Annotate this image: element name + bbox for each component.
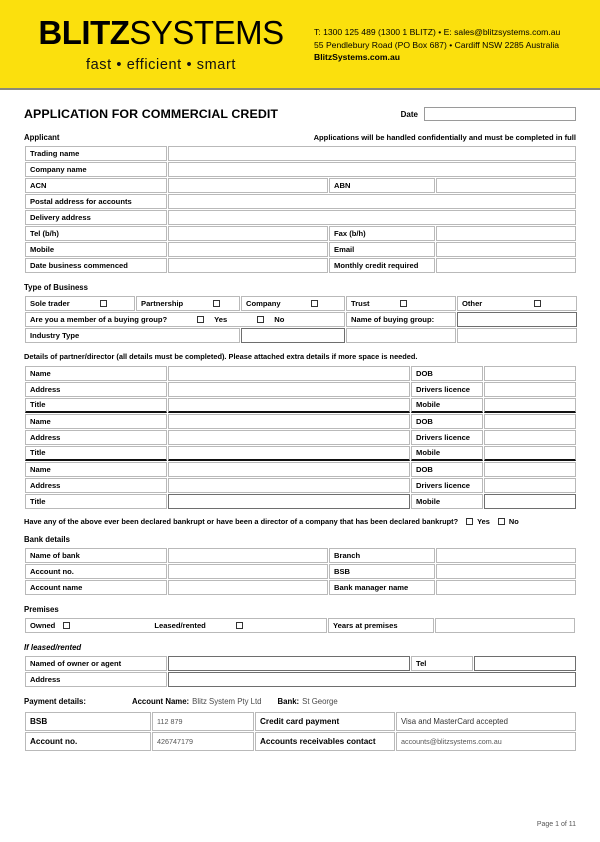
field-label-owner-tel: Tel xyxy=(411,656,473,671)
logo-bold-text: BLITZ xyxy=(38,14,130,51)
business-type-heading: Type of Business xyxy=(24,283,88,292)
logo-light-text: SYSTEMS xyxy=(129,14,284,51)
field-label-owner-agent: Named of owner or agent xyxy=(25,656,167,671)
field-label-director2-licence: Drivers licence xyxy=(411,430,483,445)
checkbox-leased-rented[interactable] xyxy=(236,622,243,629)
company-logo xyxy=(36,14,286,74)
field-input-acn[interactable] xyxy=(168,178,328,193)
payment-details-heading: Payment details: xyxy=(24,697,86,706)
field-label-director3-address: Address xyxy=(25,478,167,493)
payment-account-no-value: 426747179 xyxy=(152,732,254,751)
field-input-director1-dob[interactable] xyxy=(484,366,576,381)
field-input-director2-name[interactable] xyxy=(168,414,410,429)
field-input-company-name[interactable] xyxy=(168,162,576,177)
table-row xyxy=(25,210,576,225)
checkbox-bankrupt-yes[interactable] xyxy=(466,518,473,525)
field-input-monthly-credit[interactable] xyxy=(436,258,576,273)
field-label-director3-mobile: Mobile xyxy=(411,494,483,509)
field-input-branch[interactable] xyxy=(436,548,576,563)
label-buying-group-no: No xyxy=(274,314,285,324)
field-input-fax[interactable] xyxy=(436,226,576,241)
applicant-label: Applicant xyxy=(24,133,60,142)
applicant-table xyxy=(24,145,577,274)
field-input-bank-account-no[interactable] xyxy=(168,564,328,579)
field-input-bank-manager[interactable] xyxy=(436,580,576,595)
field-label-director1-dob: DOB xyxy=(411,366,483,381)
table-row xyxy=(25,162,576,177)
checkbox-bankrupt-no[interactable] xyxy=(498,518,505,525)
field-input-postal-address[interactable] xyxy=(168,194,576,209)
field-label-trading-name: Trading name xyxy=(25,146,167,161)
field-label-branch: Branch xyxy=(329,548,435,563)
option-label-trust: Trust xyxy=(351,298,370,308)
option-label-sole-trader: Sole trader xyxy=(30,298,70,308)
field-input-bsb[interactable] xyxy=(436,564,576,579)
checkbox-sole-trader[interactable] xyxy=(100,300,107,307)
option-trust[interactable] xyxy=(346,296,456,311)
field-input-director2-licence[interactable] xyxy=(484,430,576,445)
checkbox-partnership[interactable] xyxy=(213,300,220,307)
table-row xyxy=(25,478,576,493)
field-input-director2-dob[interactable] xyxy=(484,414,576,429)
table-row xyxy=(25,656,576,671)
field-label-years-at-premises: Years at premises xyxy=(328,618,434,633)
field-label-director2-name: Name xyxy=(25,414,167,429)
header-divider xyxy=(0,88,600,90)
field-input-account-name[interactable] xyxy=(168,580,328,595)
field-label-bank-manager: Bank manager name xyxy=(329,580,435,595)
field-input-director1-mobile[interactable] xyxy=(484,398,576,413)
contact-details xyxy=(314,26,560,64)
field-label-bank-account-no: Account no. xyxy=(25,564,167,579)
field-input-abn[interactable] xyxy=(436,178,576,193)
field-input-owner-tel[interactable] xyxy=(474,656,576,671)
field-label-director3-name: Name xyxy=(25,462,167,477)
checkbox-trust[interactable] xyxy=(400,300,407,307)
table-row xyxy=(25,258,576,273)
directors-table xyxy=(24,365,577,510)
field-label-tel: Tel (b/h) xyxy=(25,226,167,241)
field-input-buying-group-name[interactable] xyxy=(457,312,577,327)
table-row xyxy=(25,446,576,461)
field-label-director3-licence: Drivers licence xyxy=(411,478,483,493)
field-input-years-at-premises[interactable] xyxy=(435,618,575,633)
if-leased-heading: If leased/rented xyxy=(24,643,82,652)
payment-credit-card-label: Credit card payment xyxy=(255,712,395,731)
field-label-monthly-credit: Monthly credit required xyxy=(329,258,435,273)
field-label-bsb: BSB xyxy=(329,564,435,579)
title-row xyxy=(24,104,576,124)
checkbox-owned[interactable] xyxy=(63,622,70,629)
field-input-director2-mobile[interactable] xyxy=(484,446,576,461)
field-input-director3-dob[interactable] xyxy=(484,462,576,477)
field-input-director2-title[interactable] xyxy=(168,446,410,461)
field-label-industry-type: Industry Type xyxy=(25,328,240,343)
checkbox-other[interactable] xyxy=(534,300,541,307)
field-input-director1-title[interactable] xyxy=(168,398,410,413)
payment-receivables-value: accounts@blitzsystems.com.au xyxy=(396,732,576,751)
contact-address: 55 Pendlebury Road (PO Box 687) • Cardiff NSW 2285 Australia xyxy=(314,39,560,50)
field-label-account-name: Account name xyxy=(25,580,167,595)
payment-details-line xyxy=(24,697,576,706)
buying-group-question-cell xyxy=(25,312,345,327)
table-row xyxy=(25,732,576,751)
table-row xyxy=(25,382,576,397)
table-row xyxy=(25,462,576,477)
field-input-date-commenced[interactable] xyxy=(168,258,328,273)
field-label-director1-mobile: Mobile xyxy=(411,398,483,413)
field-label-director2-address: Address xyxy=(25,430,167,445)
table-row xyxy=(25,242,576,257)
field-label-director1-licence: Drivers licence xyxy=(411,382,483,397)
label-bankrupt-yes: Yes xyxy=(477,517,490,526)
table-row xyxy=(25,548,576,563)
field-input-industry-type[interactable] xyxy=(241,328,345,343)
field-input-director2-address[interactable] xyxy=(168,430,410,445)
table-row xyxy=(25,194,576,209)
industry-filler-1 xyxy=(346,328,456,343)
field-input-director3-mobile[interactable] xyxy=(484,494,576,509)
field-label-acn: ACN xyxy=(25,178,167,193)
table-row xyxy=(25,178,576,193)
field-input-director3-licence[interactable] xyxy=(484,478,576,493)
premises-table xyxy=(24,617,576,634)
table-row xyxy=(25,580,576,595)
premises-options-cell xyxy=(25,618,327,633)
field-label-director1-address: Address xyxy=(25,382,167,397)
field-label-director2-dob: DOB xyxy=(411,414,483,429)
field-label-director1-name: Name xyxy=(25,366,167,381)
field-input-delivery-address[interactable] xyxy=(168,210,576,225)
field-label-postal-address: Postal address for accounts xyxy=(25,194,167,209)
field-input-director3-title[interactable] xyxy=(168,494,410,509)
label-buying-group-yes: Yes xyxy=(214,314,228,324)
document-body xyxy=(0,104,600,752)
date-input[interactable] xyxy=(424,107,576,121)
buying-group-question: Are you a member of a buying group? xyxy=(30,314,168,324)
field-input-director1-licence[interactable] xyxy=(484,382,576,397)
field-label-bank-name: Name of bank xyxy=(25,548,167,563)
table-row xyxy=(25,618,575,633)
field-label-premises-address: Address xyxy=(25,672,167,687)
field-input-tel[interactable] xyxy=(168,226,328,241)
table-row xyxy=(25,366,576,381)
table-row xyxy=(25,296,577,311)
applicant-section-header xyxy=(24,133,576,142)
field-label-director2-title: Title xyxy=(25,446,167,461)
payment-bank-label: Bank: xyxy=(277,697,300,706)
table-row xyxy=(25,430,576,445)
table-row xyxy=(25,564,576,579)
table-row xyxy=(25,226,576,241)
field-label-director3-title: Title xyxy=(25,494,167,509)
directors-note: Details of partner/director (all details must be completed). Please attached extra details if more space is needed. xyxy=(24,352,418,361)
option-company[interactable] xyxy=(241,296,345,311)
payment-receivables-label: Accounts receivables contact xyxy=(255,732,395,751)
premises-heading: Premises xyxy=(24,605,59,614)
date-label: Date xyxy=(400,109,418,119)
payment-table xyxy=(24,711,577,752)
bank-details-heading: Bank details xyxy=(24,535,70,544)
field-label-mobile: Mobile xyxy=(25,242,167,257)
field-label-fax: Fax (b/h) xyxy=(329,226,435,241)
table-row xyxy=(25,312,577,327)
brand-header xyxy=(0,0,600,88)
payment-bank-value: St George xyxy=(302,697,338,706)
payment-bsb-label: BSB xyxy=(25,712,151,731)
field-label-director2-mobile: Mobile xyxy=(411,446,483,461)
leased-details-table xyxy=(24,655,577,688)
field-label-director1-title: Title xyxy=(25,398,167,413)
table-row xyxy=(25,398,576,413)
field-label-date-commenced: Date business commenced xyxy=(25,258,167,273)
business-type-table xyxy=(24,295,578,344)
option-sole-trader[interactable] xyxy=(25,296,135,311)
option-label-partnership: Partnership xyxy=(141,298,184,308)
field-input-trading-name[interactable] xyxy=(168,146,576,161)
field-input-mobile[interactable] xyxy=(168,242,328,257)
field-input-director1-address[interactable] xyxy=(168,382,410,397)
option-other[interactable] xyxy=(457,296,577,311)
field-input-premises-address[interactable] xyxy=(168,672,576,687)
option-partnership[interactable] xyxy=(136,296,240,311)
bankruptcy-question-row xyxy=(24,517,576,526)
field-input-director3-address[interactable] xyxy=(168,478,410,493)
option-label-other: Other xyxy=(462,298,483,308)
field-input-director1-name[interactable] xyxy=(168,366,410,381)
table-row xyxy=(25,672,576,687)
field-input-owner-agent[interactable] xyxy=(168,656,410,671)
field-label-company-name: Company name xyxy=(25,162,167,177)
checkbox-buying-group-yes[interactable] xyxy=(197,316,204,323)
page-footer: Page 1 of 11 xyxy=(536,821,576,828)
label-leased-rented: Leased/rented xyxy=(154,620,206,630)
payment-account-name-label: Account Name: xyxy=(131,697,190,706)
field-input-email[interactable] xyxy=(436,242,576,257)
table-row xyxy=(25,494,576,509)
field-label-buying-group-name: Name of buying group: xyxy=(346,312,456,327)
confidentiality-notice: Applications will be handled confidentially and must be completed in full xyxy=(313,133,576,142)
table-row xyxy=(25,414,576,429)
contact-phone-email: T: 1300 125 489 (1300 1 BLITZ) • E: sales@blitzsystems.com.au xyxy=(314,27,561,37)
field-label-delivery-address: Delivery address xyxy=(25,210,167,225)
field-label-abn: ABN xyxy=(329,178,435,193)
contact-website: BlitzSystems.com.au xyxy=(314,52,400,63)
checkbox-buying-group-no[interactable] xyxy=(257,316,264,323)
option-label-company: Company xyxy=(246,298,281,308)
table-row xyxy=(25,712,576,731)
checkbox-company[interactable] xyxy=(311,300,318,307)
logo-tagline: fast • efficient • smart xyxy=(86,57,236,73)
bank-details-table xyxy=(24,547,577,596)
payment-account-no-label: Account no. xyxy=(25,732,151,751)
payment-credit-card-value: Visa and MasterCard accepted xyxy=(396,712,576,731)
label-bankrupt-no: No xyxy=(508,517,519,526)
payment-bsb-value: 112 879 xyxy=(152,712,254,731)
table-row xyxy=(25,328,577,343)
bankruptcy-question: Have any of the above ever been declared bankrupt or have been a director of a company that has been declared bankrupt? xyxy=(24,517,459,526)
payment-account-name-value: Blitz System Pty Ltd xyxy=(192,697,262,706)
field-input-bank-name[interactable] xyxy=(168,548,328,563)
field-label-email: Email xyxy=(329,242,435,257)
field-input-director3-name[interactable] xyxy=(168,462,410,477)
field-label-director3-dob: DOB xyxy=(411,462,483,477)
logo-wordmark xyxy=(36,14,286,52)
page-title: APPLICATION FOR COMMERCIAL CREDIT xyxy=(24,107,279,121)
table-row xyxy=(25,146,576,161)
industry-filler-2 xyxy=(457,328,577,343)
label-owned: Owned xyxy=(30,620,56,630)
